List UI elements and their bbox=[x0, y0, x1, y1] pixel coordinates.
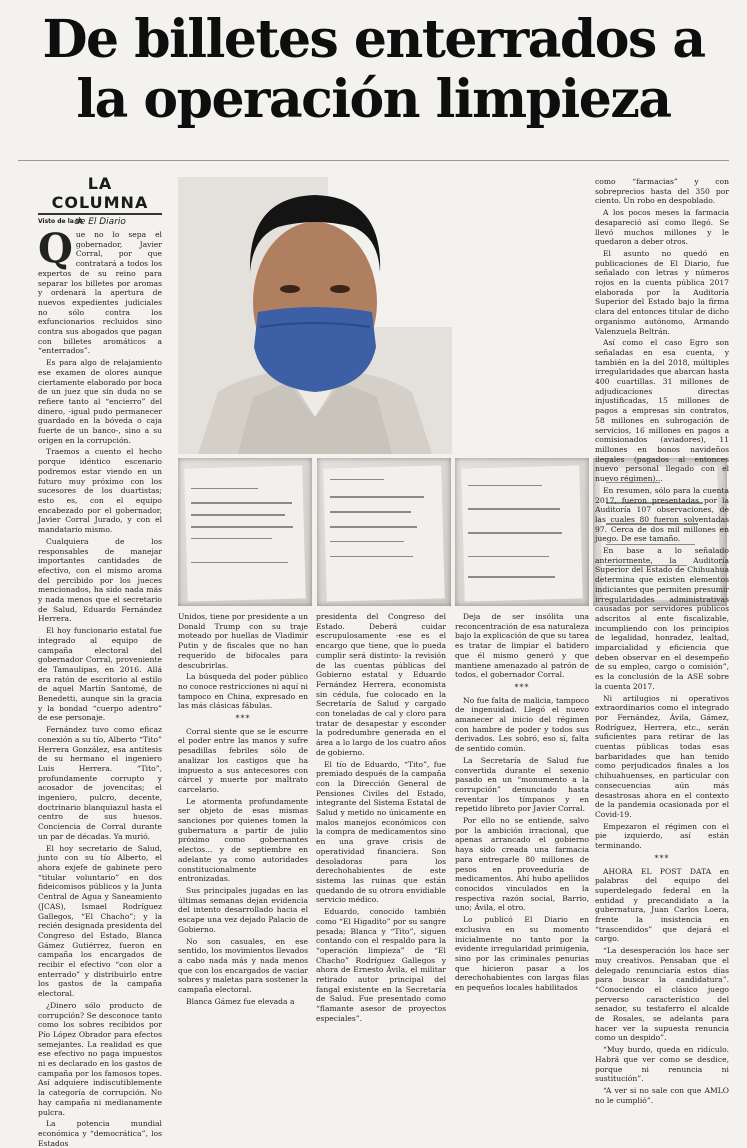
paragraph: Empezaron el régimen con el pie izquierdo, así están terminando. bbox=[595, 821, 729, 851]
document-photo-1 bbox=[178, 458, 312, 606]
paragraph: No son casuales, en ese sentido, los movimientos llevados a cabo nada más y nada menos que con los encargados de vaciar sobres y maletas para sostener la campaña electoral. bbox=[178, 936, 308, 995]
paragraph: Eduardo, conocido también como “El Higadito” por su sangre pesada; Blanca y “Tito”, siguen contando con el respaldo para la “operación limpieza” de “El Chacho” Rodríguez Gallegos y ahora de Ernesto Ávila, el militar retirado autor principal del fangal existente en la Secretaría de Salud. Fue presentado como “flamante asesor de proyectos especiales”. bbox=[316, 907, 446, 1023]
paragraph: El asunto no quedó en publicaciones de El Diario, fue señalado con letras y números rojos en la cuenta pública 2017 elaborada por la Auditoría Superior del Estado bajo la firma clara del entonces titular de dicho organismo autónomo, Armando Valenzuela Beltrán. bbox=[595, 248, 729, 336]
paragraph: Fernández tuvo como eficaz conexión a su tío, Alberto “Tito” Herrera González, esa antítesis de su hermano el ingeniero Luis Herrera. “Tito”, profundamente corrupto y acosador de jovencitas; el ingeniero, pulcro, decente, doctrinario blanquiazul hasta el centro de sus huesos. Conciencia de Corral durante un par de décadas. Ya murió. bbox=[38, 725, 162, 841]
paragraph: Así como el caso Egro son señaladas en esa cuenta, y también en la del 2018, múltiples irregularidades que abarcan hasta 400 cuartillas. 31 millones de adjudicaciones directas injustificadas, 15 millones de pagos a empresas sin contratos, 58 millones en subrogación de servicios, 16 millones en pagos a comisionados (aviadores), 11 millones en bonos navideños ilegales (pagados al entonces nuevo personal llegado con el nuevo régimen)... bbox=[595, 338, 729, 484]
article-column-2 bbox=[178, 612, 308, 1012]
article-column-1 bbox=[38, 225, 162, 1148]
paragraph: Le atormenta profundamente ser objeto de esas mismas sanciones por quienes tomen la gubernatura a partir de julio próximo como gobernantes electos... y de septiembre en adelante ya como autoridades constitucionalmente entronizadas. bbox=[178, 796, 308, 884]
document-page-icon bbox=[323, 465, 444, 601]
paragraph: Blanca Gámez fue elevada a bbox=[186, 996, 295, 1006]
article-column-5 bbox=[595, 177, 729, 1105]
document-page-icon bbox=[184, 465, 305, 601]
paragraph: Traemos a cuento el hecho porque idéntico escenario podremos estar viendo en un futuro muy próximo con los sucesores de los duartistas; esto es, con el equipo encabezado por el gobernador, Javier Corral Jurado, y con el mandatario mismo. bbox=[38, 447, 162, 535]
paragraph: Corral siente que se le escurre el poder entre las manos y sufre pesadillas febriles sólo de analizar los castigos que ha impuesto a sus antecesores con cárcel y muerte por maltrato carcelario. bbox=[178, 726, 308, 794]
headline-line-1: De billetes enterrados a bbox=[42, 9, 705, 70]
lead-photo bbox=[178, 177, 452, 454]
document-photo-3 bbox=[455, 458, 589, 606]
paragraph: “La desesperación los hace ser muy creativos. Pensaban que el delegado renunciaría estos días para buscar la candidatura”. “Conociendo el clásico juego perverso característico del senador, su testaferro el alcalde de Rosales, se adelanta para hacer ver la supuesta renuncia como un despido”. bbox=[595, 946, 729, 1043]
paragraph: ¿Dinero sólo producto de corrupción? Se desconoce tanto como los sobres recibidos por Pío López Obrador para efectos semejantes. La realidad es que ese efectivo no paga impuestos ni es declarado en los gastos de campaña por los famosos topes. Así adquiere indiscutiblemente la categoría de corrupción. No hay campaña ni medianamente pulcra. bbox=[38, 1000, 162, 1117]
header-rule bbox=[18, 160, 729, 161]
section-separator: *** bbox=[654, 853, 670, 863]
paragraph: En resumen, sólo para la cuenta 2017, fueron presentadas por la Auditoría 107 observaciones, de las cuales 80 fueron solventadas 97. Cerca de dos mil millones en juego. De ese tamaño. bbox=[595, 485, 729, 544]
paragraph: “A ver si no sale con que AMLO no le cumplió”. bbox=[595, 1085, 729, 1105]
paragraph: El tío de Eduardo, “Tito”, fue premiado después de la campaña con la Dirección General de Pensiones Civiles del Estado, integrante del Sistema Estatal de Salud y metido no únicamente en malos manejos económicos con la compra de medicamentos sino en una grave crisis de operatividad financiera. Son desoladoras para los derechohabientes de este sistema las ruinas que están quedando de su otrora envidiable servicio médico. bbox=[316, 759, 446, 905]
paragraph: La Secretaría de Salud fue convertida durante el sexenio pasado en un “monumento a la corrupción” denunciado hasta reventar los tímpanos y en repetido libreto por Javier Corral. bbox=[455, 755, 589, 814]
article-column-3 bbox=[316, 612, 446, 1023]
paragraph: Ni artilugios ni operativos extraordinarios como el integrado por Fernández, Ávila, Gámez, Rodríguez, Herrera, etc., serán suficientes para retirar de las cuentas públicas todas esas barbaridades que han tenido como perjudicados finales a los chihuahuenses, en particular con consecuencias aún más desastrosas ahora en el contexto de la pandemia ocasionada por el Covid-19. bbox=[595, 693, 729, 819]
section-separator: *** bbox=[514, 682, 530, 692]
headline-line-2: la operación limpieza bbox=[76, 69, 671, 130]
article-column-4 bbox=[455, 612, 589, 1012]
section-separator: *** bbox=[235, 714, 251, 724]
paragraph: Deja de ser insólita una reconcentración de esa naturaleza bajo la explicación de que su tarea es tratar de limpiar el batidero que él mismo generó y que mantiene amenazado al patrón de todos, el gobernador Corral. bbox=[455, 612, 589, 680]
column-brand-name: LA COLUMNA bbox=[38, 174, 162, 215]
paragraph: como “farmacias” y con sobreprecios hasta del 350 por ciento. Un robo en despoblado. bbox=[595, 177, 729, 206]
paragraph: Unidos, tiene por presidente a un Donald Trump con su traje moteado por huellas de Vladimir Putin y de fiscales que no han requerido de bifocales para descubrirlas. bbox=[178, 612, 308, 670]
paragraph: Que no lo sepa el gobernador, Javier Corral, por que contratará a todos los expertos de su reino para separar los billetes por aromas y ordenará la apertura de nuevos expedientes judiciales no sólo contra los exfuncionarios recluidos sino contra sus abogados que pagan con billetes aromáticos a “enterrados”. bbox=[38, 225, 162, 356]
paragraph: El hoy secretario de Salud, junto con su tío Alberto, el ahora exjefe de gabinete pero “titular voluntario” en dos fideicomisos públicos y la Junta Central de Agua y Saneamiento (JCAS), Ismael Rodríguez Gallegos, “El Chacho”; y la recién designada presidenta del Congreso del Estado, Blanca Gámez Gutiérrez, fueron en campaña los encargados de recibir el efectivo “con olor a enterrado” y distribuirlo entre los gastos de la campaña electoral. bbox=[38, 843, 162, 999]
drop-cap: Q bbox=[38, 225, 73, 272]
paragraph: El hoy funcionario estatal fue integrado al equipo de campaña electoral del gobernador Corral, proveniente de Tamaulipas, en 2016. Allá era ratón de escritorio al estilo de aquel Martín Santomé, de Benedetti, aunque sin la gracia y la bondad “cuerpo adentro” de ese personaje. bbox=[38, 626, 162, 723]
headline bbox=[0, 10, 747, 130]
paragraph: Lo publicó El Diario en exclusiva en su momento inicialmente no tanto por la evidente irregularidad primigenia, sino por las criminales penurias que hicieron pasar a los derechohabientes con largas filas en pequeños locales habilitados bbox=[455, 915, 589, 993]
byline: Visto de la IA bbox=[38, 218, 83, 225]
paragraph: En base a lo señalado anteriormente, la Auditoría Superior del Estado de Chihuahua determina que existen elementos indiciantes que permiten presumir irregularidades administrativas causadas por servidores públicos adscritos al ente fiscalizable, incumpliendo con los principios de legalidad, honradez, lealtad, imparcialidad y eficiencia que deben observar en el desempeño de su empleo, cargo o comisión”, es la conclusión de la ASE sobre la cuenta 2017. bbox=[595, 546, 729, 691]
paragraph: A los pocos meses la farmacia desapareció así como llegó. Se llevó muchos millones y le quedaron a deber otros. bbox=[595, 208, 729, 247]
paragraph: Cualquiera de los responsables de manejar importantes cantidades de efectivo, con el mismo aroma del percibido por los jueces mencionados, ha sido nada más y nada menos que el secretario de Salud, Eduardo Fernández Herrera. bbox=[38, 536, 162, 624]
paragraph: La potencia mundial económica y “democrática”, los Estados bbox=[38, 1119, 162, 1148]
paragraph: La búsqueda del poder público no conoce restricciones ni aquí ni tampoco en China, expresado en las más clásicas fábulas. bbox=[178, 672, 308, 711]
paragraph: Sus principales jugadas en las últimas semanas dejan evidencia del intento desarrollado hacia el escape una vez dejado Palacio de Gobierno. bbox=[178, 885, 308, 934]
document-photo-2 bbox=[317, 458, 451, 606]
column-brand-sub: de El Diario bbox=[74, 217, 126, 227]
paragraph: presidenta del Congreso del Estado. Deberá cuidar escrupulosamente -ese es el encargo que tiene, que lo pueda cumplir será distinto- la revisión de las cuentas públicas del Gobierno estatal y Eduardo Fernández Herrera, economista sin cédula, fue colocado en la Secretaría de Salud y cargado con toneladas de cal y cloro para tratar de desapestar y esconder la podredumbre generada en el área a lo largo de los cuatro años de gobierno. bbox=[316, 612, 446, 757]
paragraph: AHORA EL POST DATA en palabras del equipo del superdelegado federal en la entidad y precandidato a la gubernatura, Juan Carlos Loera, frente la insistencia en “trascendidos” que dejará el cargo. bbox=[595, 866, 729, 944]
paragraph: “Muy burdo, queda en ridículo. Habrá que ver como se desdice, porque ni renuncia ni sustitución”. bbox=[595, 1045, 729, 1084]
paragraph: No fue falta de malicia, tampoco de ingenuidad. Llegó el nuevo amanecer al inicio del régimen con hambre de poder y todos sus derivados. Les sobró, eso sí, falta de sentido común. bbox=[455, 695, 589, 754]
portrait-man-blue-mask-icon bbox=[178, 177, 452, 454]
paragraph: Es para algo de relajamiento ese examen de olores aunque ciertamente elaborado por boca de un juez que sin duda no se refiere tanto al “encierro” del dinero, -igual pudo permanecer guardado en la bóveda o caja fuerte de un banco-, sino a su origen en la corrupción. bbox=[38, 358, 162, 445]
paragraph: Por ello no se entiende, salvo por la ambición irracional, que apenas arrancado el gobierno haya sido creada una farmacia para entregarle 80 millones de pesos en proveeduría de medicamentos. Ahí hubo apellidos conocidos vinculados en la respectiva razón social, Barrio, uno; Ávila, el otro. bbox=[455, 816, 589, 913]
